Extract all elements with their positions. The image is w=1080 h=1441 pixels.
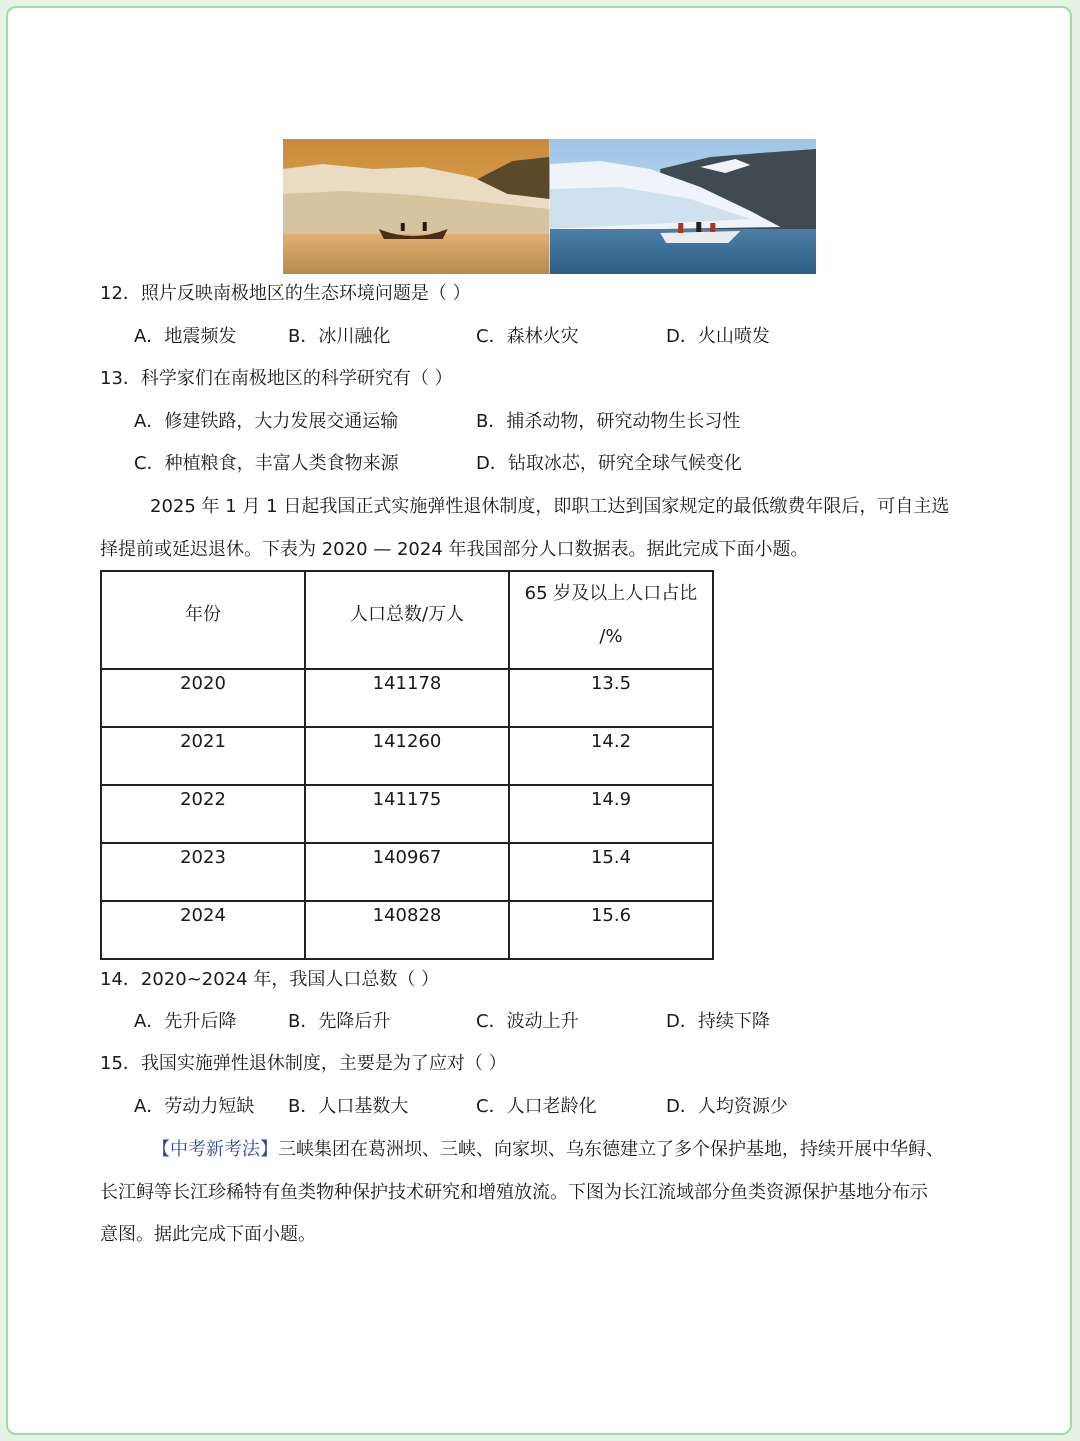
table-header-year: 年份 bbox=[101, 571, 305, 669]
q15-option-d[interactable]: D．人均资源少 bbox=[666, 1096, 788, 1117]
exam-page bbox=[6, 6, 1072, 1435]
table-cell-ratio: 15.4 bbox=[509, 843, 713, 901]
table-cell-year: 2021 bbox=[101, 727, 305, 785]
table-cell-year: 2020 bbox=[101, 669, 305, 727]
new-exam-method-tag: 【中考新考法】 bbox=[152, 1139, 278, 1160]
q13-option-d[interactable]: D．钻取冰芯，研究全球气候变化 bbox=[476, 453, 742, 474]
q15-option-b[interactable]: B．人口基数大 bbox=[288, 1096, 409, 1117]
q12-option-b[interactable]: B．冰川融化 bbox=[288, 326, 391, 347]
question-13-stem: 13．科学家们在南极地区的科学研究有（ ） bbox=[100, 368, 453, 389]
intro-fish-line-3: 意图。据此完成下面小题。 bbox=[100, 1224, 316, 1245]
q13-option-a[interactable]: A．修建铁路，大力发展交通运输 bbox=[134, 411, 399, 432]
table-row bbox=[101, 843, 713, 901]
q15-option-c[interactable]: C．人口老龄化 bbox=[476, 1096, 597, 1117]
q12-option-c[interactable]: C．森林火灾 bbox=[476, 326, 579, 347]
q12-option-a[interactable]: A．地震频发 bbox=[134, 326, 237, 347]
table-row bbox=[101, 727, 713, 785]
population-table bbox=[100, 570, 714, 960]
table-header-elderly-ratio: 65 岁及以上人口占比 /% bbox=[509, 571, 713, 669]
q15-option-a[interactable]: A．劳动力短缺 bbox=[134, 1096, 255, 1117]
table-cell-population: 140828 bbox=[305, 901, 509, 959]
question-12-stem: 12．照片反映南极地区的生态环境问题是（ ） bbox=[100, 283, 471, 304]
table-cell-ratio: 13.5 bbox=[509, 669, 713, 727]
table-cell-ratio: 14.9 bbox=[509, 785, 713, 843]
table-row bbox=[101, 669, 713, 727]
table-cell-population: 141260 bbox=[305, 727, 509, 785]
glacier-boat-sunset-photo bbox=[283, 139, 550, 274]
q12-option-d[interactable]: D．火山喷发 bbox=[666, 326, 770, 347]
table-cell-ratio: 14.2 bbox=[509, 727, 713, 785]
question-15-stem: 15．我国实施弹性退休制度，主要是为了应对（ ） bbox=[100, 1053, 507, 1074]
q13-option-b[interactable]: B．捕杀动物，研究动物生长习性 bbox=[476, 411, 741, 432]
intro-retirement-line-2: 择提前或延迟退休。下表为 2020 — 2024 年我国部分人口数据表。据此完成下面小题。 bbox=[100, 539, 809, 560]
table-cell-ratio: 15.6 bbox=[509, 901, 713, 959]
table-cell-year: 2022 bbox=[101, 785, 305, 843]
question-14-stem: 14．2020~2024 年，我国人口总数（ ） bbox=[100, 969, 440, 990]
table-header-row bbox=[101, 571, 713, 669]
intro-fish-line-1 bbox=[152, 1138, 944, 1162]
table-cell-population: 140967 bbox=[305, 843, 509, 901]
table-header-population: 人口总数/万人 bbox=[305, 571, 509, 669]
glacier-photos bbox=[283, 139, 816, 274]
table-cell-year: 2024 bbox=[101, 901, 305, 959]
intro-fish-line-1-text: 三峡集团在葛洲坝、三峡、向家坝、乌东德建立了多个保护基地，持续开展中华鲟、 bbox=[278, 1139, 944, 1160]
q14-option-b[interactable]: B．先降后升 bbox=[288, 1011, 391, 1032]
table-cell-population: 141178 bbox=[305, 669, 509, 727]
table-row bbox=[101, 785, 713, 843]
table-cell-year: 2023 bbox=[101, 843, 305, 901]
q14-option-a[interactable]: A．先升后降 bbox=[134, 1011, 237, 1032]
table-cell-population: 141175 bbox=[305, 785, 509, 843]
q14-option-d[interactable]: D．持续下降 bbox=[666, 1011, 770, 1032]
glacier-motorboat-photo bbox=[550, 139, 817, 274]
intro-fish-line-2: 长江鲟等长江珍稀特有鱼类物种保护技术研究和增殖放流。下图为长江流域部分鱼类资源保护基地分布示 bbox=[100, 1182, 928, 1203]
intro-retirement-line-1: 2025 年 1 月 1 日起我国正式实施弹性退休制度，即职工达到国家规定的最低缴费年限后，可自主选 bbox=[150, 496, 950, 517]
q14-option-c[interactable]: C．波动上升 bbox=[476, 1011, 579, 1032]
table-row bbox=[101, 901, 713, 959]
q13-option-c[interactable]: C．种植粮食，丰富人类食物来源 bbox=[134, 453, 399, 474]
